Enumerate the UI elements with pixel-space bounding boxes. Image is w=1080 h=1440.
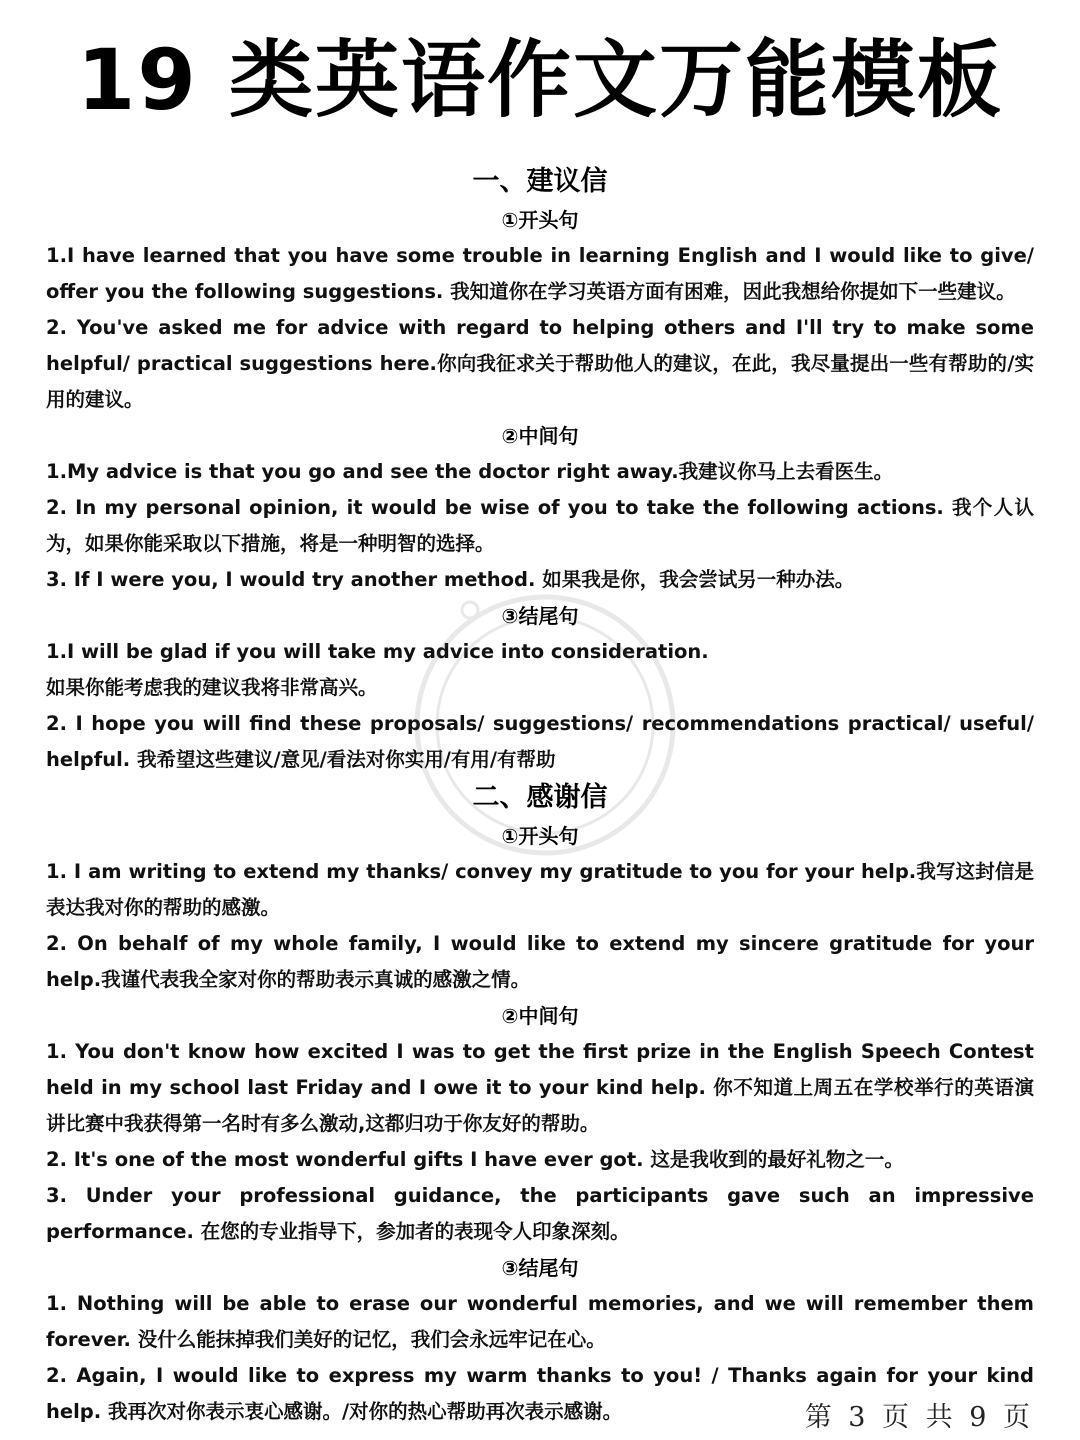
- chinese-text: 我希望这些建议/意见/看法对你实用/有用/有帮助: [137, 748, 556, 771]
- chinese-text: 我知道你在学习英语方面有困难，因此我想给你提如下一些建议。: [450, 280, 1016, 303]
- english-text: 1.I will be glad if you will take my advice into consideration.: [46, 640, 709, 663]
- subheading: ③结尾句: [501, 1256, 579, 1280]
- english-text: 2. It's one of the most wonderful gifts I have ever got.: [46, 1148, 651, 1171]
- english-text: 2. I hope you will find these proposals/ suggestions/ recommendations practical/ useful/ helpful.: [46, 712, 1034, 771]
- template-sentence: [46, 310, 1034, 418]
- section-heading: 二、感谢信: [472, 782, 608, 813]
- chinese-text: 没什么能抹掉我们美好的记忆，我们会永远牢记在心。: [137, 1328, 606, 1351]
- subheading: ①开头句: [501, 208, 579, 232]
- chinese-text: 如果你能考虑我的建议我将非常高兴。: [46, 676, 378, 699]
- subheading: ②中间句: [501, 424, 579, 448]
- template-sentence: [46, 238, 1034, 310]
- chinese-text: 你不知道上周五在学校举行的英语演讲比赛中我获得第一名时有多么激动,这都归功于你友好的帮助。: [46, 1076, 1034, 1135]
- chinese-text: 我再次对你表示衷心感谢。/对你的热心帮助再次表示感谢。: [107, 1400, 623, 1423]
- chinese-text: 我个人认为，如果你能采取以下措施，将是一种明智的选择。: [46, 496, 1034, 555]
- english-text: 2. On behalf of my whole family, I would like to extend my sincere gratitude for your help.: [46, 932, 1034, 991]
- template-sentence: [46, 706, 1034, 778]
- chinese-text: 我写这封信是表达我对你的帮助的感激。: [46, 860, 1034, 919]
- template-sentence: [46, 854, 1034, 926]
- english-text: 2. In my personal opinion, it would be wise of you to take the following actions.: [46, 496, 952, 519]
- template-sentence: [46, 1178, 1034, 1250]
- template-sentence: [46, 490, 1034, 562]
- english-text: 2. Again, I would like to express my warm thanks to you! / Thanks again for your kind help.: [46, 1364, 1034, 1423]
- chinese-text: 这是我收到的最好礼物之一。: [650, 1148, 904, 1171]
- english-text: 1.I have learned that you have some trouble in learning English and I would like to give/ offer you the following suggestions.: [46, 244, 1034, 303]
- document-content: [46, 162, 1034, 1430]
- english-text: 1. I am writing to extend my thanks/ convey my gratitude to you for your help.: [46, 860, 917, 883]
- chinese-text: 我谨代表我全家对你的帮助表示真诚的感激之情。: [101, 968, 531, 991]
- template-sentence: [46, 1034, 1034, 1142]
- chinese-text: 在您的专业指导下，参加者的表现令人印象深刻。: [200, 1220, 630, 1243]
- template-sentence: [46, 1142, 1034, 1178]
- english-text: 1. You don't know how excited I was to get the first prize in the English Speech Contest held in my school last Friday and I owe it to your kind help.: [46, 1040, 1034, 1099]
- subheading: ②中间句: [501, 1004, 579, 1028]
- template-sentence: [46, 454, 1034, 490]
- english-text: 2. You've asked me for advice with regard to helping others and I'll try to make some helpful/ practical suggestions here.: [46, 316, 1034, 375]
- section-heading: 一、建议信: [472, 166, 608, 197]
- chinese-text: 如果我是你，我会尝试另一种办法。: [542, 568, 855, 591]
- english-text: 1.My advice is that you go and see the doctor right away.: [46, 460, 679, 483]
- chinese-text: 我建议你马上去看医生。: [678, 460, 894, 483]
- subheading: ③结尾句: [501, 604, 579, 628]
- subheading: ①开头句: [501, 824, 579, 848]
- document-title: 19 类英语作文万能模板: [76, 31, 1004, 129]
- english-text: 1. Nothing will be able to erase our wonderful memories, and we will remember them forever.: [46, 1292, 1034, 1351]
- template-sentence: [46, 926, 1034, 998]
- chinese-text: 你向我征求关于帮助他人的建议，在此，我尽量提出一些有帮助的/实用的建议。: [46, 352, 1034, 411]
- english-text: 3. Under your professional guidance, the participants gave such an impressive performance.: [46, 1184, 1034, 1243]
- template-sentence: [46, 1286, 1034, 1358]
- english-text: 3. If I were you, I would try another method.: [46, 568, 543, 591]
- page-number: 第 3 页 共 9 页: [804, 1402, 1034, 1433]
- template-sentence: [46, 562, 1034, 598]
- template-sentence: [46, 634, 1034, 706]
